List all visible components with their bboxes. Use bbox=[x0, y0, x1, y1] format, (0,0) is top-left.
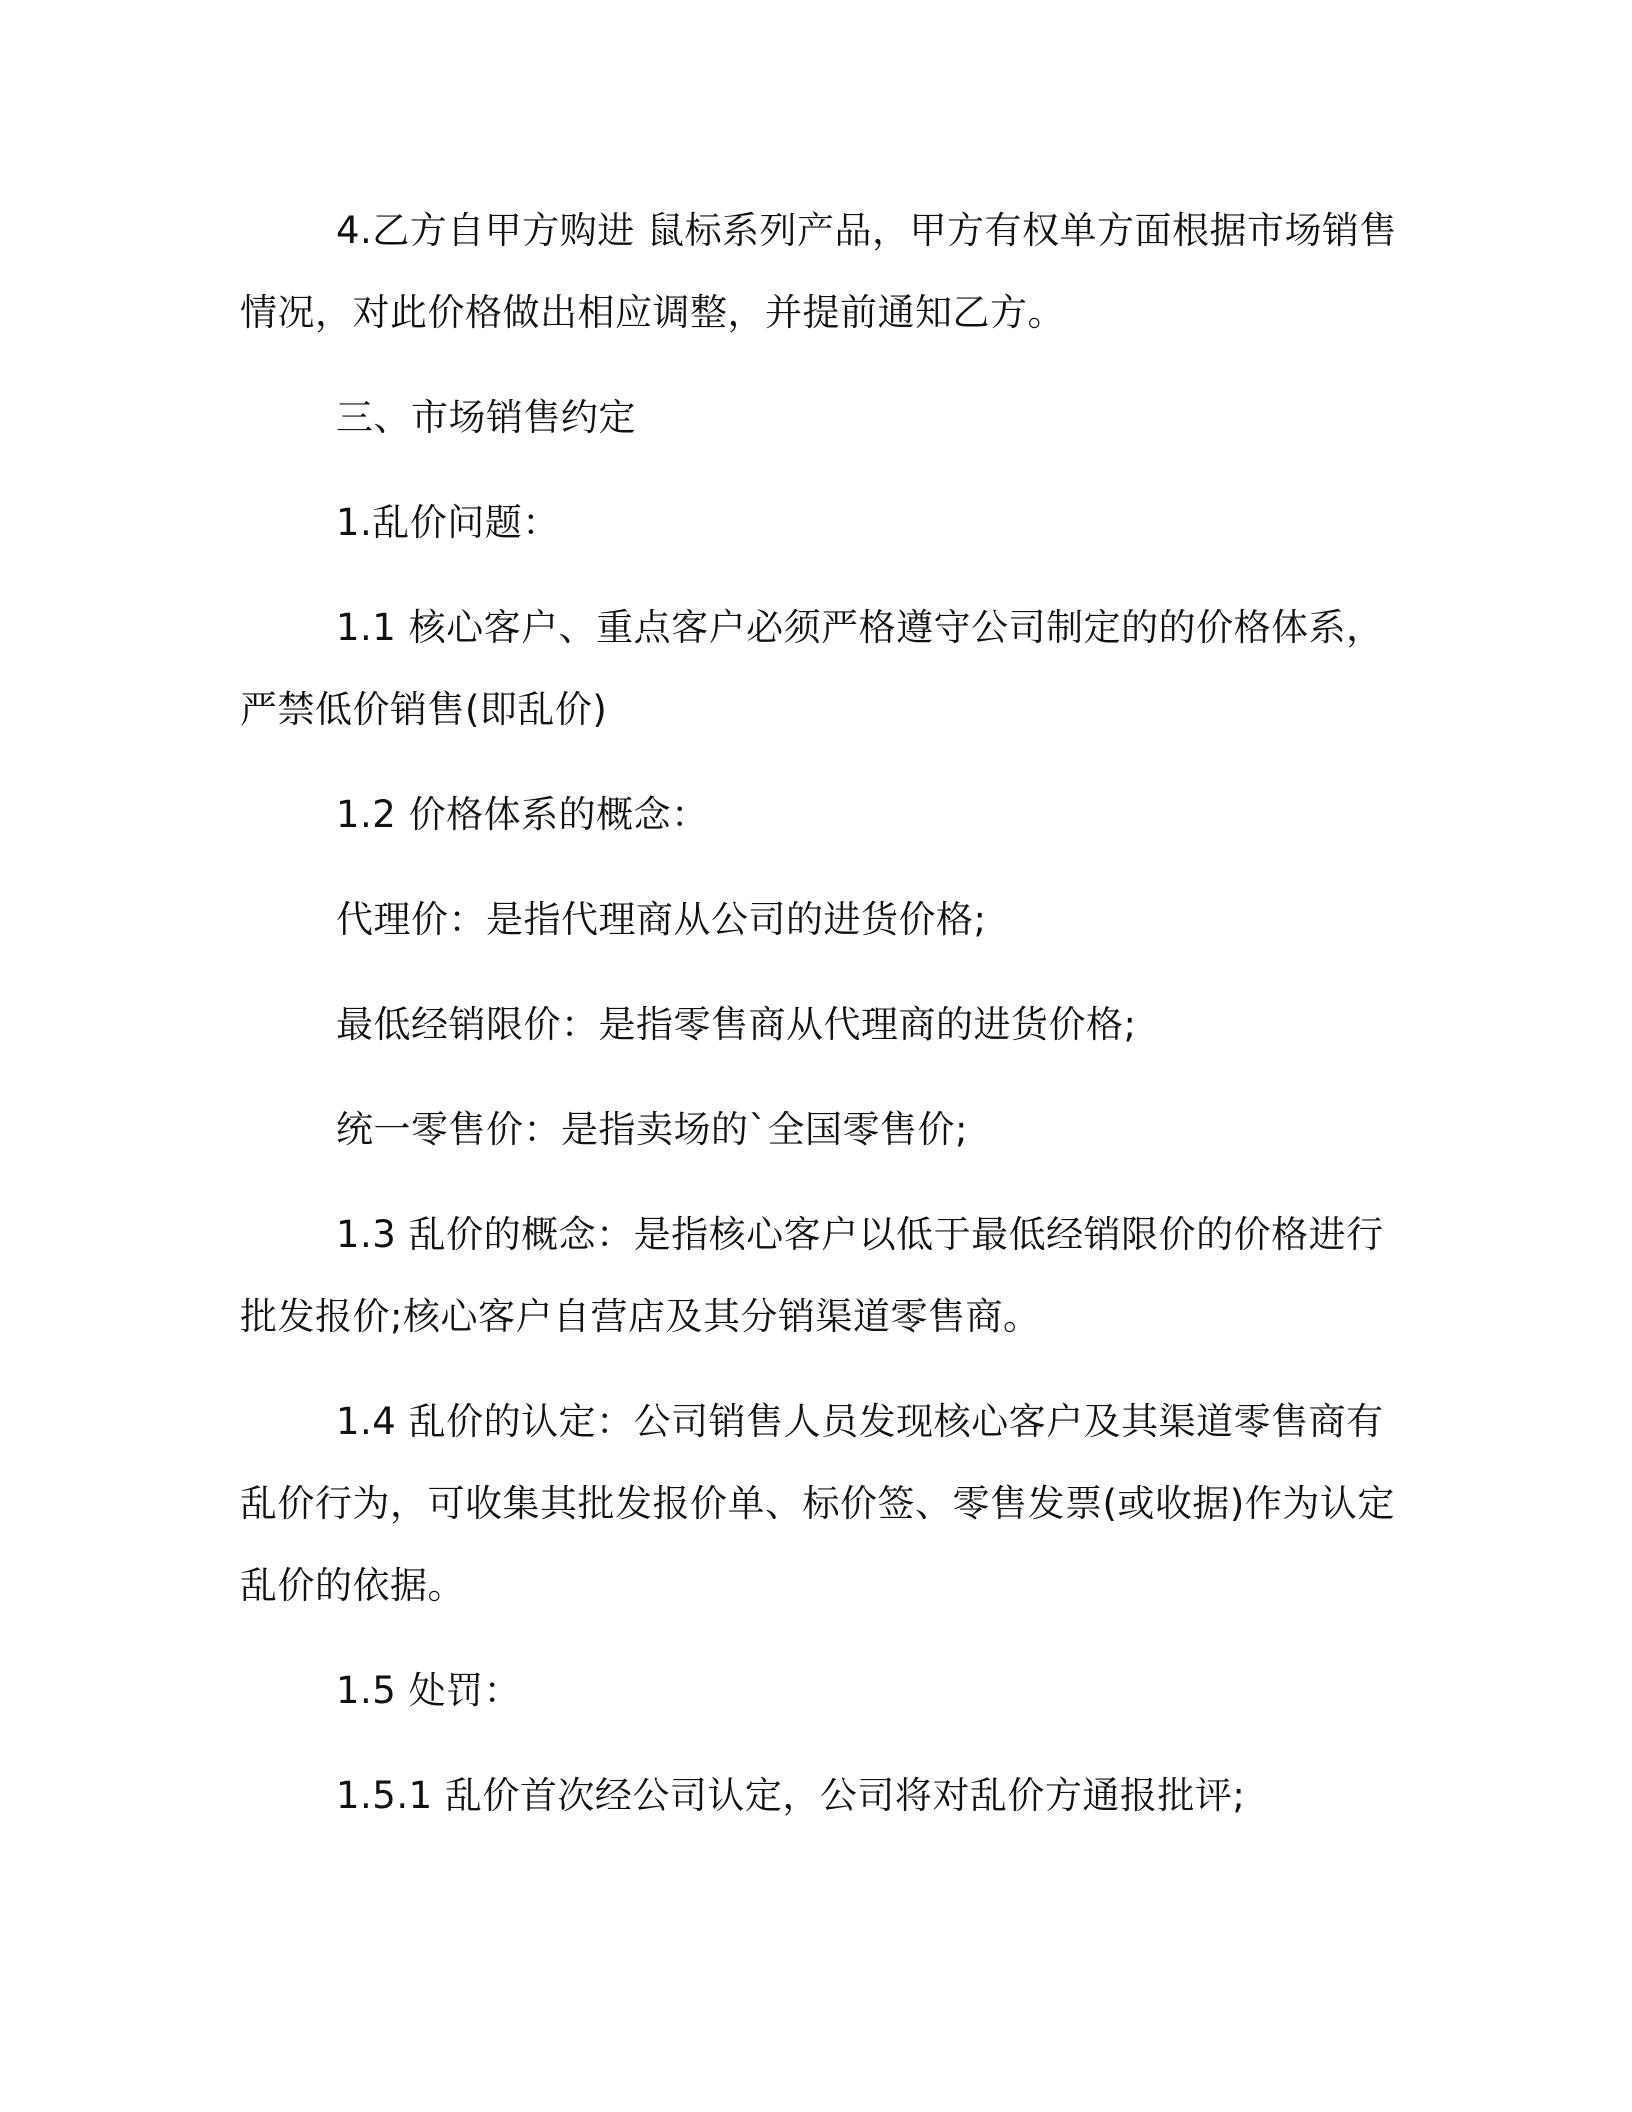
section-heading-market-sales bbox=[240, 377, 1390, 459]
text-line: 情况，对此价格做出相应调整，并提前通知乙方。 bbox=[240, 291, 1065, 334]
text-line: 1.5.1 乱价首次经公司认定，公司将对乱价方通报批评; bbox=[336, 1774, 1246, 1817]
paragraph-1-2 bbox=[240, 774, 1390, 856]
text-line: 1.3 乱价的概念：是指核心客户以低于最低经销限价的价格进行 bbox=[336, 1213, 1384, 1256]
paragraph-1-1 bbox=[240, 587, 1390, 751]
subheading-price-disorder bbox=[240, 482, 1390, 564]
text-line: 最低经销限价：是指零售商从代理商的进货价格; bbox=[336, 1003, 1137, 1046]
definition-agent-price bbox=[240, 879, 1390, 961]
text-line: 1.4 乱价的认定：公司销售人员发现核心客户及其渠道零售商有 bbox=[336, 1400, 1384, 1443]
text-line: 4.乙方自甲方购进 鼠标系列产品，甲方有权单方面根据市场销售 bbox=[336, 209, 1398, 252]
paragraph-1-5 bbox=[240, 1650, 1390, 1732]
paragraph-1-3 bbox=[240, 1194, 1390, 1358]
definition-min-dealer-price bbox=[240, 984, 1390, 1066]
text-line: 1.乱价问题： bbox=[336, 501, 560, 544]
text-line: 统一零售价：是指卖场的`全国零售价; bbox=[336, 1108, 968, 1151]
text-line: 乱价行为，可收集其批发报价单、标价签、零售发票(或收据)作为认定 bbox=[240, 1482, 1395, 1525]
text-line: 三、市场销售约定 bbox=[336, 396, 636, 439]
paragraph-1-5-1 bbox=[240, 1755, 1390, 1837]
paragraph-1-4 bbox=[240, 1381, 1395, 1627]
text-line: 批发报价;核心客户自营店及其分销渠道零售商。 bbox=[240, 1295, 1041, 1338]
text-line: 严禁低价销售(即乱价) bbox=[240, 688, 608, 731]
text-line: 代理价：是指代理商从公司的进货价格; bbox=[336, 898, 987, 941]
text-line: 1.2 价格体系的概念： bbox=[336, 793, 709, 836]
text-line: 1.5 处罚： bbox=[336, 1669, 522, 1712]
text-line: 乱价的依据。 bbox=[240, 1564, 465, 1607]
document-page bbox=[240, 190, 1398, 1860]
paragraph-price-adjustment bbox=[240, 190, 1398, 354]
definition-retail-price bbox=[240, 1089, 1390, 1171]
text-line: 1.1 核心客户、重点客户必须严格遵守公司制定的的价格体系， bbox=[336, 606, 1384, 649]
